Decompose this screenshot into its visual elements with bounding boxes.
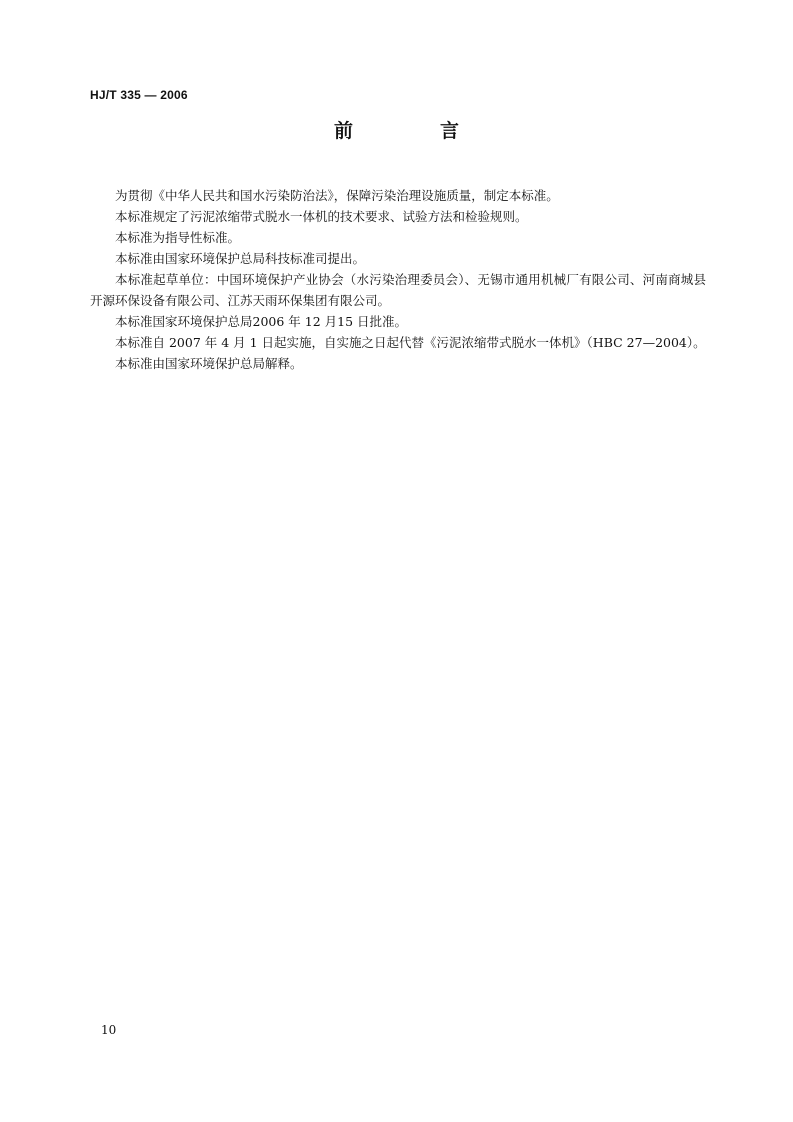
paragraph-interpretation: 本标准由国家环境保护总局解释。 bbox=[115, 356, 303, 371]
page-number: 10 bbox=[101, 1023, 117, 1037]
paragraph-nature: 本标准为指导性标准。 bbox=[115, 230, 241, 245]
paragraph-purpose: 为贯彻《中华人民共和国水污染防治法》，保障污染治理设施质量，制定本标准。 bbox=[115, 188, 559, 203]
paragraph-implementation: 本标准自 2007 年 4 月 1 日起实施，自实施之日起代替《污泥浓缩带式脱水一体机》（HBC 27—2004）。 bbox=[115, 335, 706, 350]
foreword-body bbox=[90, 185, 706, 374]
page-title: 前 言 bbox=[333, 120, 493, 142]
paragraph-scope: 本标准规定了污泥浓缩带式脱水一体机的技术要求、试验方法和检验规则。 bbox=[115, 209, 528, 224]
paragraph-proposer: 本标准由国家环境保护总局科技标准司提出。 bbox=[115, 251, 366, 266]
paragraph-approval: 本标准国家环境保护总局2006 年 12 月15 日批准。 bbox=[115, 314, 408, 329]
paragraph-drafting-units: 本标准起草单位：中国环境保护产业协会（水污染治理委员会）、无锡市通用机械厂有限公司、河南商城县开源环保设备有限公司、江苏天雨环保集团有限公司。 bbox=[90, 272, 706, 308]
standard-code: HJ/T 335 — 2006 bbox=[90, 88, 188, 102]
